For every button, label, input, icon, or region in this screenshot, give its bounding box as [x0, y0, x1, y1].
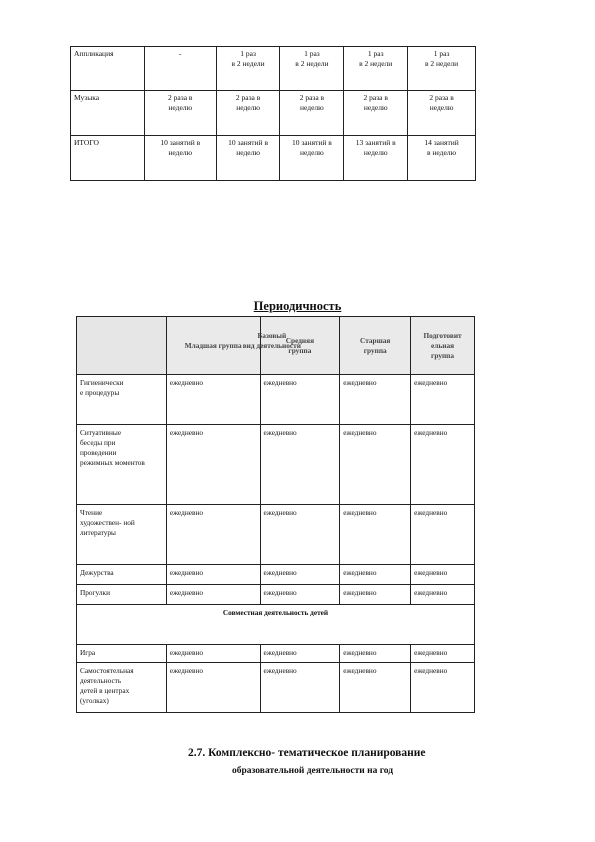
section-title: Периодичность: [253, 299, 342, 313]
table-cell: ежедневно: [166, 663, 260, 713]
table-row: [77, 505, 475, 565]
table-cell: 10 занятий в неделю: [216, 136, 280, 181]
table-cell: 2 раза в неделю: [280, 91, 344, 136]
table-cell: ежедневно: [411, 425, 475, 505]
table-cell: -: [144, 47, 216, 91]
header-younger-label: Младшая группа: [184, 340, 242, 350]
header-base-activity: Базовый вид деятельности: [242, 331, 301, 350]
table-cell: ежедневно: [411, 375, 475, 425]
table-row: [77, 375, 475, 425]
table-cell: 1 раз в 2 недели: [344, 47, 408, 91]
table-row: [77, 645, 475, 663]
table-cell: ежедневно: [340, 505, 411, 565]
span-row: [77, 605, 475, 645]
table-cell: 1 раз в 2 недели: [280, 47, 344, 91]
row-label: Дежурства: [77, 565, 167, 585]
table-cell: 2 раза в неделю: [408, 91, 476, 136]
table-cell: 1 раз в 2 недели: [216, 47, 280, 91]
header-prep-group: Подготовит ельная группа: [411, 317, 475, 375]
row-label: Ситуативные беседы при проведении режимных моментов: [77, 425, 167, 505]
row-label: ИТОГО: [71, 136, 145, 181]
table-row: [71, 136, 476, 181]
table-cell: ежедневно: [166, 565, 260, 585]
table-cell: 14 занятий в неделю: [408, 136, 476, 181]
table-row: [77, 663, 475, 713]
table-row: [71, 91, 476, 136]
section-subheading: образовательной деятельности на год: [232, 766, 394, 776]
table-row: [77, 425, 475, 505]
section-heading: 2.7. Комплексно- тематическое планирование: [188, 747, 426, 759]
table-cell: 10 занятий в неделю: [144, 136, 216, 181]
table-cell: ежедневно: [260, 585, 340, 605]
table-cell: ежедневно: [166, 375, 260, 425]
table-cell: 2 раза в неделю: [344, 91, 408, 136]
table-cell: ежедневно: [260, 565, 340, 585]
table-row: [77, 585, 475, 605]
table-cell: ежедневно: [340, 425, 411, 505]
header-middle-group: Средняя группа: [260, 317, 340, 375]
table-cell: 1 раз в 2 недели: [408, 47, 476, 91]
table-cell: ежедневно: [340, 375, 411, 425]
row-label: Прогулки: [77, 585, 167, 605]
span-cell: Совместная деятельность детей: [77, 605, 475, 645]
table-cell: ежедневно: [340, 585, 411, 605]
table-cell: ежедневно: [166, 645, 260, 663]
header-senior-group: Старшая группа: [340, 317, 411, 375]
table-cell: ежедневно: [340, 565, 411, 585]
table-cell: ежедневно: [411, 585, 475, 605]
table-cell: 10 занятий в неделю: [280, 136, 344, 181]
table-cell: ежедневно: [411, 645, 475, 663]
table-row: [71, 47, 476, 91]
table-cell: ежедневно: [166, 505, 260, 565]
header-blank-cell: [77, 317, 167, 375]
row-label: Самостоятельная деятельность детей в центрах (уголках): [77, 663, 167, 713]
table-cell: ежедневно: [260, 645, 340, 663]
table-cell: ежедневно: [260, 663, 340, 713]
table-row: [77, 565, 475, 585]
table-cell: ежедневно: [166, 425, 260, 505]
table-cell: 2 раза в неделю: [216, 91, 280, 136]
table-cell: 13 занятий в неделю: [344, 136, 408, 181]
table-cell: ежедневно: [260, 375, 340, 425]
row-label: Гигиенически е процедуры: [77, 375, 167, 425]
table-cell: ежедневно: [260, 425, 340, 505]
table-cell: ежедневно: [260, 505, 340, 565]
row-label: Игра: [77, 645, 167, 663]
table-cell: ежедневно: [411, 663, 475, 713]
table-cell: ежедневно: [166, 585, 260, 605]
table-cell: ежедневно: [340, 645, 411, 663]
schedule-table: [70, 46, 476, 181]
row-label: Чтение художествен- ной литературы: [77, 505, 167, 565]
row-label: Аппликация: [71, 47, 145, 91]
header-row: [77, 317, 475, 375]
table-cell: ежедневно: [411, 565, 475, 585]
periodicity-table: [76, 316, 475, 713]
table-cell: ежедневно: [340, 663, 411, 713]
table-cell: ежедневно: [411, 505, 475, 565]
row-label: Музыка: [71, 91, 145, 136]
table-cell: 2 раза в неделю: [144, 91, 216, 136]
